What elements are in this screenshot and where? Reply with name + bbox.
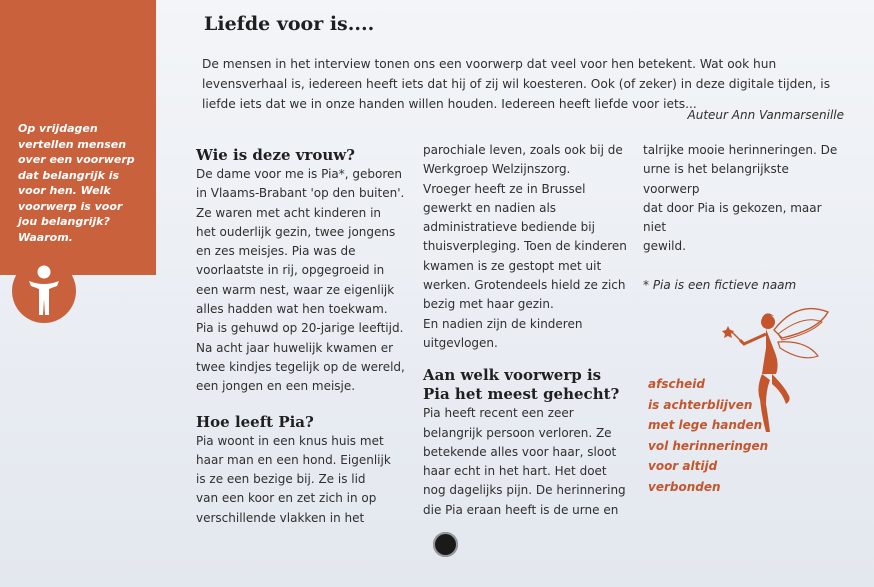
poem-line: met lege handen xyxy=(648,418,763,432)
sidebar-line: voor hen. Welk xyxy=(18,184,111,197)
text-line: verschillende vlakken in het xyxy=(196,510,365,525)
text-line: Werkgroep Welzijnszorg. xyxy=(423,162,571,177)
text-line: De dame voor me is Pia*, geboren xyxy=(196,167,403,181)
text-line: Na acht jaar huwelijk kwamen er xyxy=(196,340,394,355)
footnote: * Pia is een fictieve naam xyxy=(643,277,797,292)
sidebar-text xyxy=(18,121,150,245)
section-heading: Pia het meest gehecht? xyxy=(423,385,620,404)
text-line: het ouderlijk gezin, twee jongens xyxy=(196,224,396,239)
sidebar-line: Waarom. xyxy=(18,230,73,244)
text-line: die Pia eraan heeft is de urne en xyxy=(423,502,619,517)
person-icon xyxy=(26,265,62,317)
text-line: in Vlaams-Brabant 'op den buiten'. xyxy=(196,186,405,201)
sidebar-line: dat belangrijk is xyxy=(18,168,120,182)
text-line: belangrijk persoon verloren. Ze xyxy=(423,425,612,440)
sidebar-line: voorwerp is voor xyxy=(18,199,123,213)
punch-hole xyxy=(433,532,458,557)
column-2 xyxy=(423,141,633,520)
text-line: talrijke mooie herinneringen. De xyxy=(643,143,838,157)
text-line: alles hadden wat hen toekwam. xyxy=(196,302,388,317)
person-badge xyxy=(12,259,76,323)
text-line: gewild. xyxy=(643,239,686,254)
text-line: uitgevlogen. xyxy=(423,335,498,350)
text-line: haar man en een hond. Eigenlijk xyxy=(196,452,391,467)
text-line: bezig met haar gezin. xyxy=(423,297,554,312)
column-1 xyxy=(196,146,411,528)
section-heading: Wie is deze vrouw? xyxy=(196,146,355,164)
page-title: Liefde voor is.... xyxy=(204,13,375,35)
text-line: Pia heeft recent een zeer xyxy=(423,406,574,421)
text-line: Pia is gehuwd op 20-jarige leeftijd. xyxy=(196,321,404,336)
poem-line: vol herinneringen xyxy=(648,438,769,453)
text-line: van een koor en zet zich in op xyxy=(196,491,377,506)
author-credit: Auteur Ann Vanmarsenille xyxy=(687,108,844,122)
text-line: Vroeger heeft ze in Brussel xyxy=(423,181,586,196)
poem-line: is achterblijven xyxy=(648,397,753,412)
column-3 xyxy=(643,141,848,295)
text-line: gewerkt en nadien als xyxy=(423,200,557,215)
intro-paragraph: De mensen in het interview tonen ons een voorwerp dat veel voor hen betekent. Wat ook hun levensverhaal is, iedereen heeft iets dat hij of zij wil koesteren. Ook (of zeker) in deze digitale tijden, is liefde iets dat we in onze handen willen houden. Iedereen heeft liefde voor iets... xyxy=(202,57,831,111)
sidebar-line: jou belangrijk? xyxy=(18,215,110,228)
text-line: en zes meisjes. Pia was de xyxy=(196,244,356,259)
text-line: twee kindjes tegelijk op de wereld, xyxy=(196,359,405,374)
text-line: dat door Pia is gekozen, maar niet xyxy=(643,200,822,235)
poem-line: voor altijd xyxy=(648,459,718,473)
text-line: thuisverpleging. Toen de kinderen xyxy=(423,239,627,254)
poem-line: verbonden xyxy=(648,479,721,494)
section-heading: Aan welk voorwerp is xyxy=(423,366,602,385)
text-line: urne is het belangrijkste voorwerp xyxy=(643,162,789,196)
poem xyxy=(648,374,768,497)
sidebar-line: Op vrijdagen xyxy=(18,122,98,135)
text-line: administratieve bediende bij xyxy=(423,220,595,235)
text-line: haar echt in het hart. Het doet xyxy=(423,464,607,479)
section-heading: Hoe leeft Pia? xyxy=(196,412,314,431)
text-line: nog dagelijks pijn. De herinnering xyxy=(423,483,626,498)
sidebar-line: over een voorwerp xyxy=(18,153,135,166)
poem-line: afscheid xyxy=(648,377,705,391)
text-line: En nadien zijn de kinderen xyxy=(423,316,583,331)
text-line: voorlaatste in rij, opgegroeid in xyxy=(196,263,385,278)
text-line: betekende alles voor haar, sloot xyxy=(423,444,617,459)
text-line: Ze waren met acht kinderen in xyxy=(196,205,382,220)
text-line: werken. Grotendeels hield ze zich xyxy=(423,278,626,293)
text-line: is ze een bezige bij. Ze is lid xyxy=(196,472,366,487)
text-line: kwamen is ze gestopt met uit xyxy=(423,258,602,273)
text-line: parochiale leven, zoals ook bij de xyxy=(423,143,623,157)
text-line: een jongen en een meisje. xyxy=(196,379,356,394)
sidebar-line: vertellen mensen xyxy=(18,137,127,151)
sidebar-panel xyxy=(0,0,156,275)
text-line: een warm nest, waar ze eigenlijk xyxy=(196,282,395,297)
text-line: Pia woont in een knus huis met xyxy=(196,433,384,448)
